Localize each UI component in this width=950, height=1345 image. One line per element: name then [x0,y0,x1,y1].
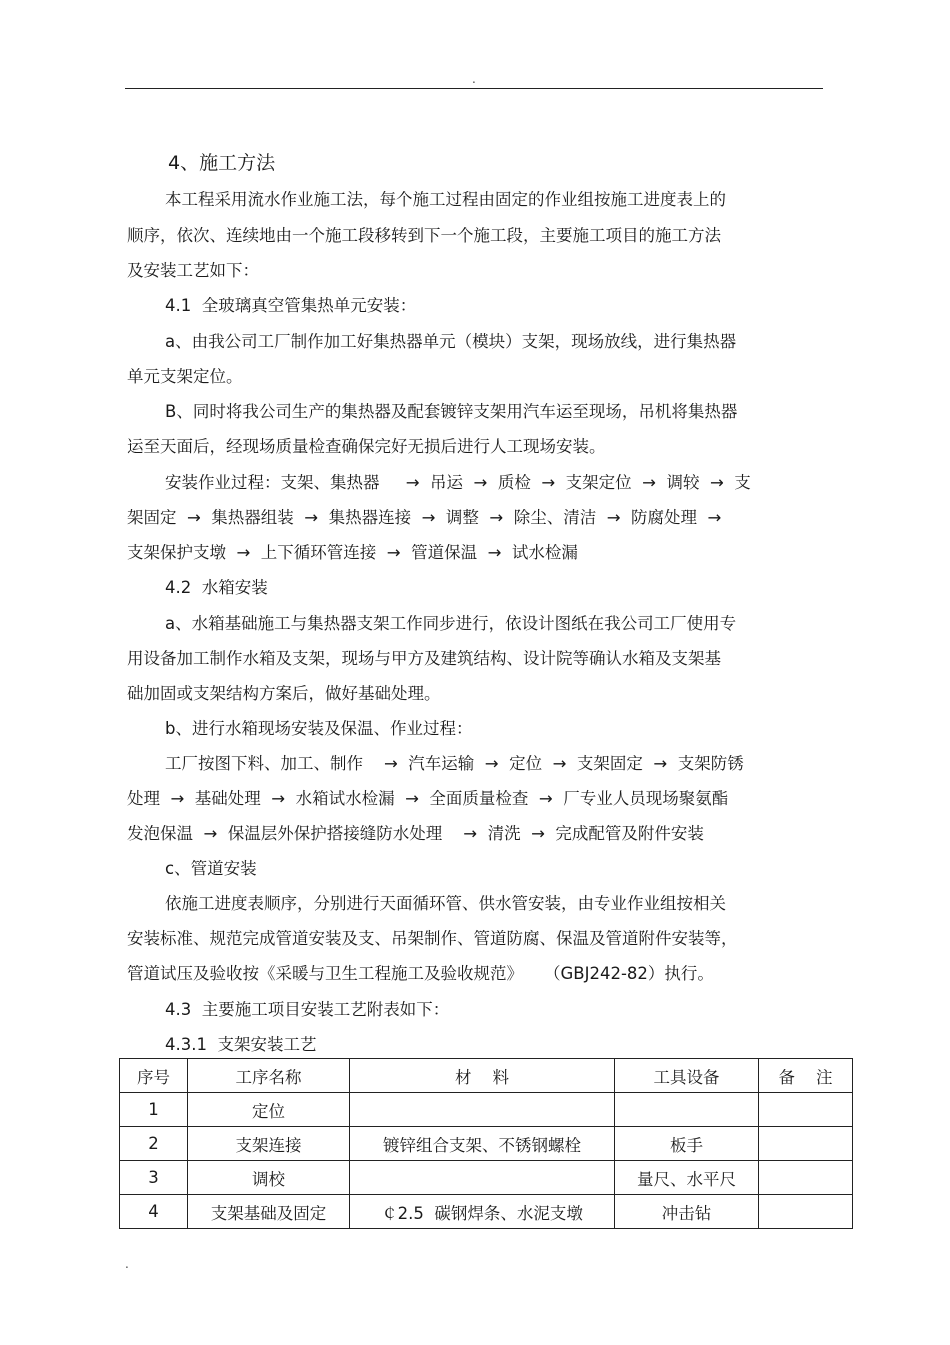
s42-c-line: 依施工进度表顺序，分别进行天面循环管、供水管安装，由专业作业组按相关 [165,894,726,913]
s42-b-process-line: 发泡保温 → 保温层外保护搭接缝防水处理 → 清洗 → 完成配管及附件安装 [127,824,704,843]
s42-a-line: 用设备加工制作水箱及支架，现场与甲方及建筑结构、设计院等确认水箱及支架基 [127,649,721,668]
table-header-cell: 工具设备 [615,1059,759,1093]
table-cell: 1 [120,1093,188,1127]
table-cell [759,1161,853,1195]
s43-heading: 4.3 主要施工项目安装工艺附表如下： [165,1000,450,1019]
table-cell: 支架基础及固定 [188,1195,350,1229]
table-cell: ￠2.5 碳钢焊条、水泥支墩 [350,1195,615,1229]
s42-a-line: a、水箱基础施工与集热器支架工作同步进行，依设计图纸在我公司工厂使用专 [165,614,737,633]
table-cell: 支架连接 [188,1127,350,1161]
s42-b-heading: b、进行水箱现场安装及保温、作业过程： [165,719,473,738]
table-cell [350,1093,615,1127]
table-header-cell: 材 料 [350,1059,615,1093]
table-cell [615,1093,759,1127]
table-cell: 4 [120,1195,188,1229]
table-cell [759,1195,853,1229]
s41-process-line: 支架保护支墩 → 上下循环管连接 → 管道保温 → 试水检漏 [127,543,578,562]
footer-dot: . [125,1257,129,1271]
s41-process-line: 安装作业过程：支架、集热器 → 吊运 → 质检 → 支架定位 → 调较 → 支 [165,473,751,492]
table-cell [759,1093,853,1127]
table-row [120,1127,853,1161]
s41-a-line: 单元支架定位。 [127,367,243,386]
bracket-install-table [119,1058,853,1229]
table-header-cell: 备 注 [759,1059,853,1093]
table-header-row [120,1059,853,1093]
table-cell: 调校 [188,1161,350,1195]
s42-b-process-line: 处理 → 基础处理 → 水箱试水检漏 → 全面质量检查 → 厂专业人员现场聚氨酯 [127,789,729,808]
table-row [120,1093,853,1127]
table-cell: 板手 [615,1127,759,1161]
table-cell [350,1161,615,1195]
s42-b-process-line: 工厂按图下料、加工、制作 → 汽车运输 → 定位 → 支架固定 → 支架防锈 [165,754,744,773]
s42-c-line: 管道试压及验收按《采暖与卫生工程施工及验收规范》 （GBJ242-82）执行。 [127,964,714,983]
s41-heading: 4.1 全玻璃真空管集热单元安装： [165,296,417,315]
s42-a-line: 础加固或支架结构方案后，做好基础处理。 [127,684,441,703]
table-row [120,1195,853,1229]
table-header-cell: 工序名称 [188,1059,350,1093]
intro-line: 及安装工艺如下： [127,261,259,280]
table-cell: 3 [120,1161,188,1195]
header-rule [125,88,823,89]
s41-b-line: 运至天面后，经现场质量检查确保完好无损后进行人工现场安装。 [127,437,606,456]
s42-c-line: 安装标准、规范完成管道安装及支、吊架制作、管道防腐、保温及管道附件安装等， [127,929,738,948]
table-cell [759,1127,853,1161]
intro-line: 顺序，依次、连续地由一个施工段移转到下一个施工段，主要施工项目的施工方法 [127,226,721,245]
s42-heading: 4.2 水箱安装 [165,578,268,597]
s41-b-line: B、同时将我公司生产的集热器及配套镀锌支架用汽车运至现场，吊机将集热器 [165,402,738,421]
header-dot: . [472,72,476,86]
table-row [120,1161,853,1195]
table-cell: 镀锌组合支架、不锈钢螺栓 [350,1127,615,1161]
table-cell: 2 [120,1127,188,1161]
s41-process-line: 架固定 → 集热器组装 → 集热器连接 → 调整 → 除尘、清洁 → 防腐处理 → [127,508,722,527]
table-cell: 定位 [188,1093,350,1127]
s43-subheading: 4.3.1 支架安装工艺 [165,1035,317,1054]
table-cell: 量尺、水平尺 [615,1161,759,1195]
s42-c-heading: c、管道安装 [165,859,257,878]
section-title: 4、施工方法 [168,152,276,174]
table-cell: 冲击钻 [615,1195,759,1229]
s41-a-line: a、由我公司工厂制作加工好集热器单元（模块）支架，现场放线，进行集热器 [165,332,737,351]
table-header-cell: 序号 [120,1059,188,1093]
intro-line: 本工程采用流水作业施工法，每个施工过程由固定的作业组按施工进度表上的 [165,190,726,209]
